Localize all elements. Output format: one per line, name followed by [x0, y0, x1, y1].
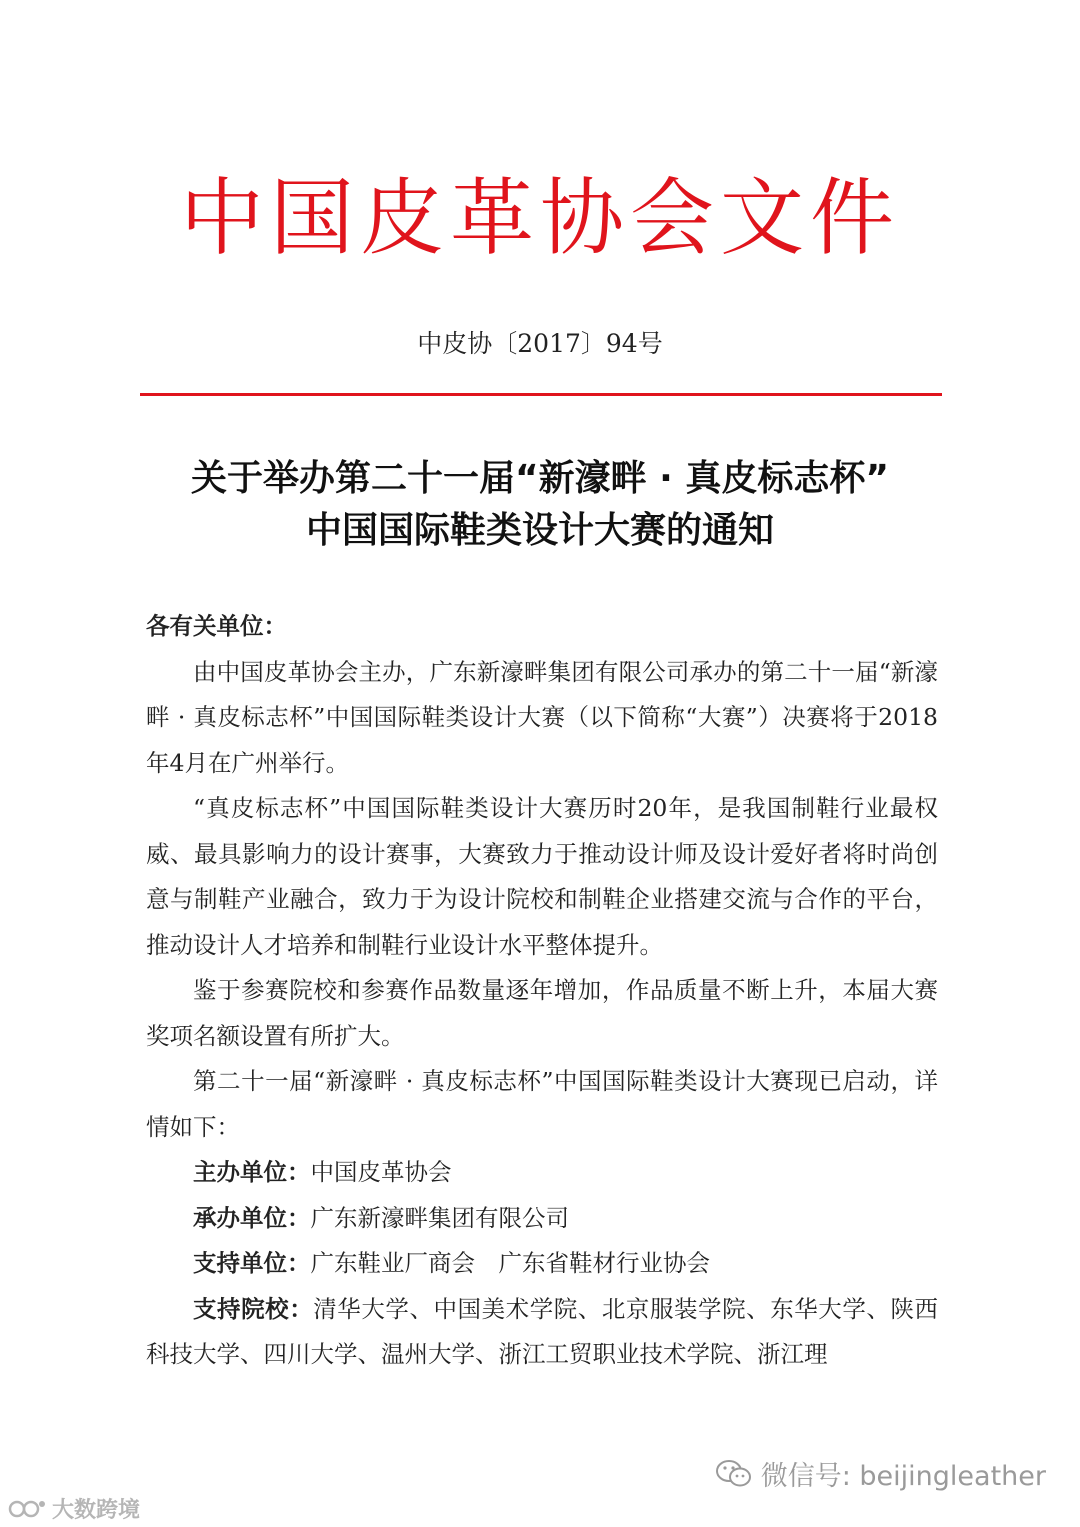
organizer-label: 承办单位： — [193, 1203, 311, 1232]
paragraph-1: 由中国皮革协会主办，广东新濠畔集团有限公司承办的第二十一届“新濠畔 · 真皮标志杯”中国国际鞋类设计大赛（以下简称“大赛”）决赛将于2018年4月在广州举行。 — [146, 657, 938, 777]
paragraph-2: “真皮标志杯”中国国际鞋类设计大赛历时20年，是我国制鞋行业最权威、最具影响力的设计赛事，大赛致力于推动设计师及设计爱好者将时尚创意与制鞋产业融合，致力于为设计院校和制鞋企业搭建交流与合作的平台，推动设计人才培养和制鞋行业设计水平整体提升。 — [146, 794, 938, 959]
masthead-title: 中国皮革协会文件 — [179, 169, 900, 267]
support-line — [146, 1241, 938, 1287]
paragraph-4: 第二十一届“新濠畔 · 真皮标志杯”中国国际鞋类设计大赛现已启动，详情如下： — [146, 1067, 938, 1141]
schools-value: 清华大学、中国美术学院、北京服装学院、东华大学、陕西科技大学、四川大学、温州大学、浙江工贸职业技术学院、浙江理 — [146, 1294, 938, 1368]
brand-watermark — [8, 1493, 140, 1524]
host-label: 主办单位： — [193, 1158, 311, 1186]
notice-title — [100, 453, 980, 557]
document-number: 中皮协〔2017〕94号 — [417, 329, 663, 358]
brand-logo-icon — [8, 1498, 48, 1520]
notice-body — [146, 604, 938, 1378]
paragraph-3: 鉴于参赛院校和参赛作品数量逐年增加，作品质量不断上升，本届大赛奖项名额设置有所扩大。 — [146, 976, 938, 1050]
host-line — [146, 1150, 938, 1196]
notice-title-line1: 关于举办第二十一届“新濠畔 · 真皮标志杯” — [190, 458, 890, 499]
wechat-watermark — [715, 1454, 1046, 1493]
host-value: 中国皮革协会 — [310, 1158, 452, 1186]
wechat-id-text: 微信号: beijingleather — [760, 1461, 1046, 1492]
notice-title-line2: 中国国际鞋类设计大赛的通知 — [305, 510, 774, 551]
brand-watermark-text: 大数跨境 — [52, 1498, 141, 1523]
salutation: 各有关单位： — [146, 612, 287, 640]
support-label: 支持单位： — [193, 1249, 311, 1277]
organizer-line — [146, 1196, 938, 1242]
organizer-value: 广东新濠畔集团有限公司 — [310, 1203, 569, 1232]
red-divider — [140, 393, 942, 396]
wechat-icon — [715, 1458, 753, 1490]
schools-line — [146, 1287, 938, 1378]
support-value: 广东鞋业厂商会 广东省鞋材行业协会 — [310, 1249, 710, 1277]
schools-label: 支持院校： — [193, 1294, 314, 1323]
